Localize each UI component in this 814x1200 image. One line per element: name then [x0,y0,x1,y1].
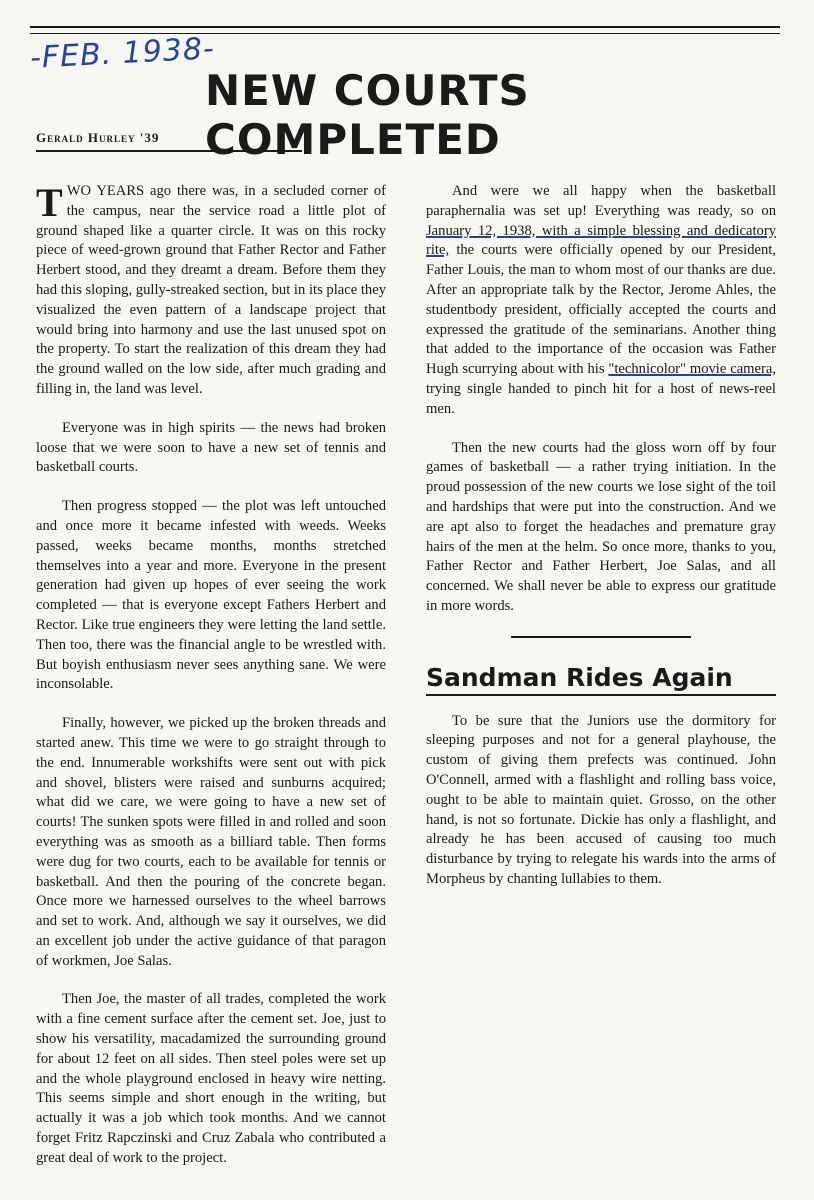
article-column-right [426,182,776,909]
article-paragraph-2: Everyone was in high spirits — the news had broken loose that we were soon to have a new set of tennis and basketball courts. [36,419,386,476]
article-paragraph-5: Then Joe, the master of all trades, completed the work with a fine cement surface after the cement set. Joe, just to show his versatility, macadamized the surrounding ground for about 12 feet on all sides. Then steel poles were set up and the whole playground enclosed in heavy wire netting. This seems simple and short enough in the writing, but actually it was a job which took months. And we cannot forget Fritz Rapczinski and Cruz Zabala who contributed a great deal of work to the project. [36,991,386,1166]
sidebar-title-rule [426,694,776,696]
article-paragraph-1: TWO YEARS ago there was, in a secluded corner of the campus, near the service road a little plot of ground shaped like a quarter circle. It was on this rocky piece of weed-grown ground that Father Rector and Father Herbert stood, and they dreamt a dream. Before them they had this sloping, gully-streaked section, but in its place they visualized the even pattern of a landscape project that would bring into harmony and use the last unused spot on the property. To start the realization of this dream they had the ground walled on the low side, after much grading and filling in, the land was level. [36,180,386,397]
article-paragraph-6: And were we all happy when the basketball paraphernalia was set up! Everything was ready, so on January 12, 1938, with a simple blessing and dedicatory rite, the courts were officially opened by our President, Father Louis, the man to whom most of our thanks are due. After an appropriate talk by the Rector, Jerome Ahles, the studentbody president, officially accepted the courts and expressed the gratitude of the seminarians. Another thing that added to the importance of the occasion was Father Hugh scurrying about with his "technicolor" movie camera, trying single handed to pinch hit for a host of news-reel men. [426,183,776,417]
sidebar-title: Sandman Rides Again [426,662,733,692]
section-divider [511,636,691,638]
article-paragraph-4: Finally, however, we picked up the broken threads and started anew. This time we were to go straight through to the end. Innumerable workshifts were sent out with pick and shovel, blisters were raised and sunburns acquired; what did we care, we were going to have a new set of courts! The sunken spots were filled in and rolled and soon everything was as smooth as a billiard table. Then forms were dug for two courts, each to be available for tennis or basketball. And then the pouring of the concrete began. Once more we harnessed ourselves to the wheel barrows and set to work. And, although we say it ourselves, we did an excellent job under the active guidance of that paragon of workmen, Joe Salas. [36,715,386,969]
article-column-left [36,182,386,1188]
ink-underline-date: January 12, 1938, with a simple blessing and dedicatory rite, [426,222,776,259]
article-paragraph-7: Then the new courts had the gloss worn off by four games of basketball — a rather trying initiation. In the proud possession of the new courts we lose sight of the toil and hardships that were put into the construction. And we are apt also to forget the headaches and premature gray hairs of the men at the helm. So once more, thanks to you, Father Rector and Father Herbert, Joe Salas, and all concerned. We shall never be able to express our gratitude in more words. [426,439,776,614]
article-paragraph-3: Then progress stopped — the plot was left untouched and once more it became infested with weeds. Weeks passed, weeks became months, months stretched themselves into a year and more. Everyone in the present generation had given up hopes of ever seeing the work completed — that is everyone except Fathers Herbert and Rector. Like true engineers they were letting the land settle. Then too, there was the financial angle to be wrestled with. But boyish enthusiasm never sees anything sane. We were inconsolable. [36,498,386,693]
byline: Gerald Hurley '39 [36,130,160,145]
headline: NEW COURTS COMPLETED [205,66,530,164]
top-double-rule [30,26,780,34]
handwritten-date-note: -FEB. 1938- [29,31,216,76]
byline-rule [36,150,302,152]
sidebar-paragraph: To be sure that the Juniors use the dormitory for sleeping purposes and not for a general playhouse, the custom of giving them prefects was continued. John O'Connell, armed with a flashlight and rolling bass voice, ought to be able to maintain quiet. Grosso, on the other hand, is not so fortunate. Dickie has only a flashlight, and already he has been accused of causing too much disturbance by trying to relegate his wards into the arms of Morpheus by chanting lullabies to them. [426,712,776,887]
drop-cap: T [36,180,63,225]
ink-underline-camera: "technicolor" movie camera, [608,361,776,378]
